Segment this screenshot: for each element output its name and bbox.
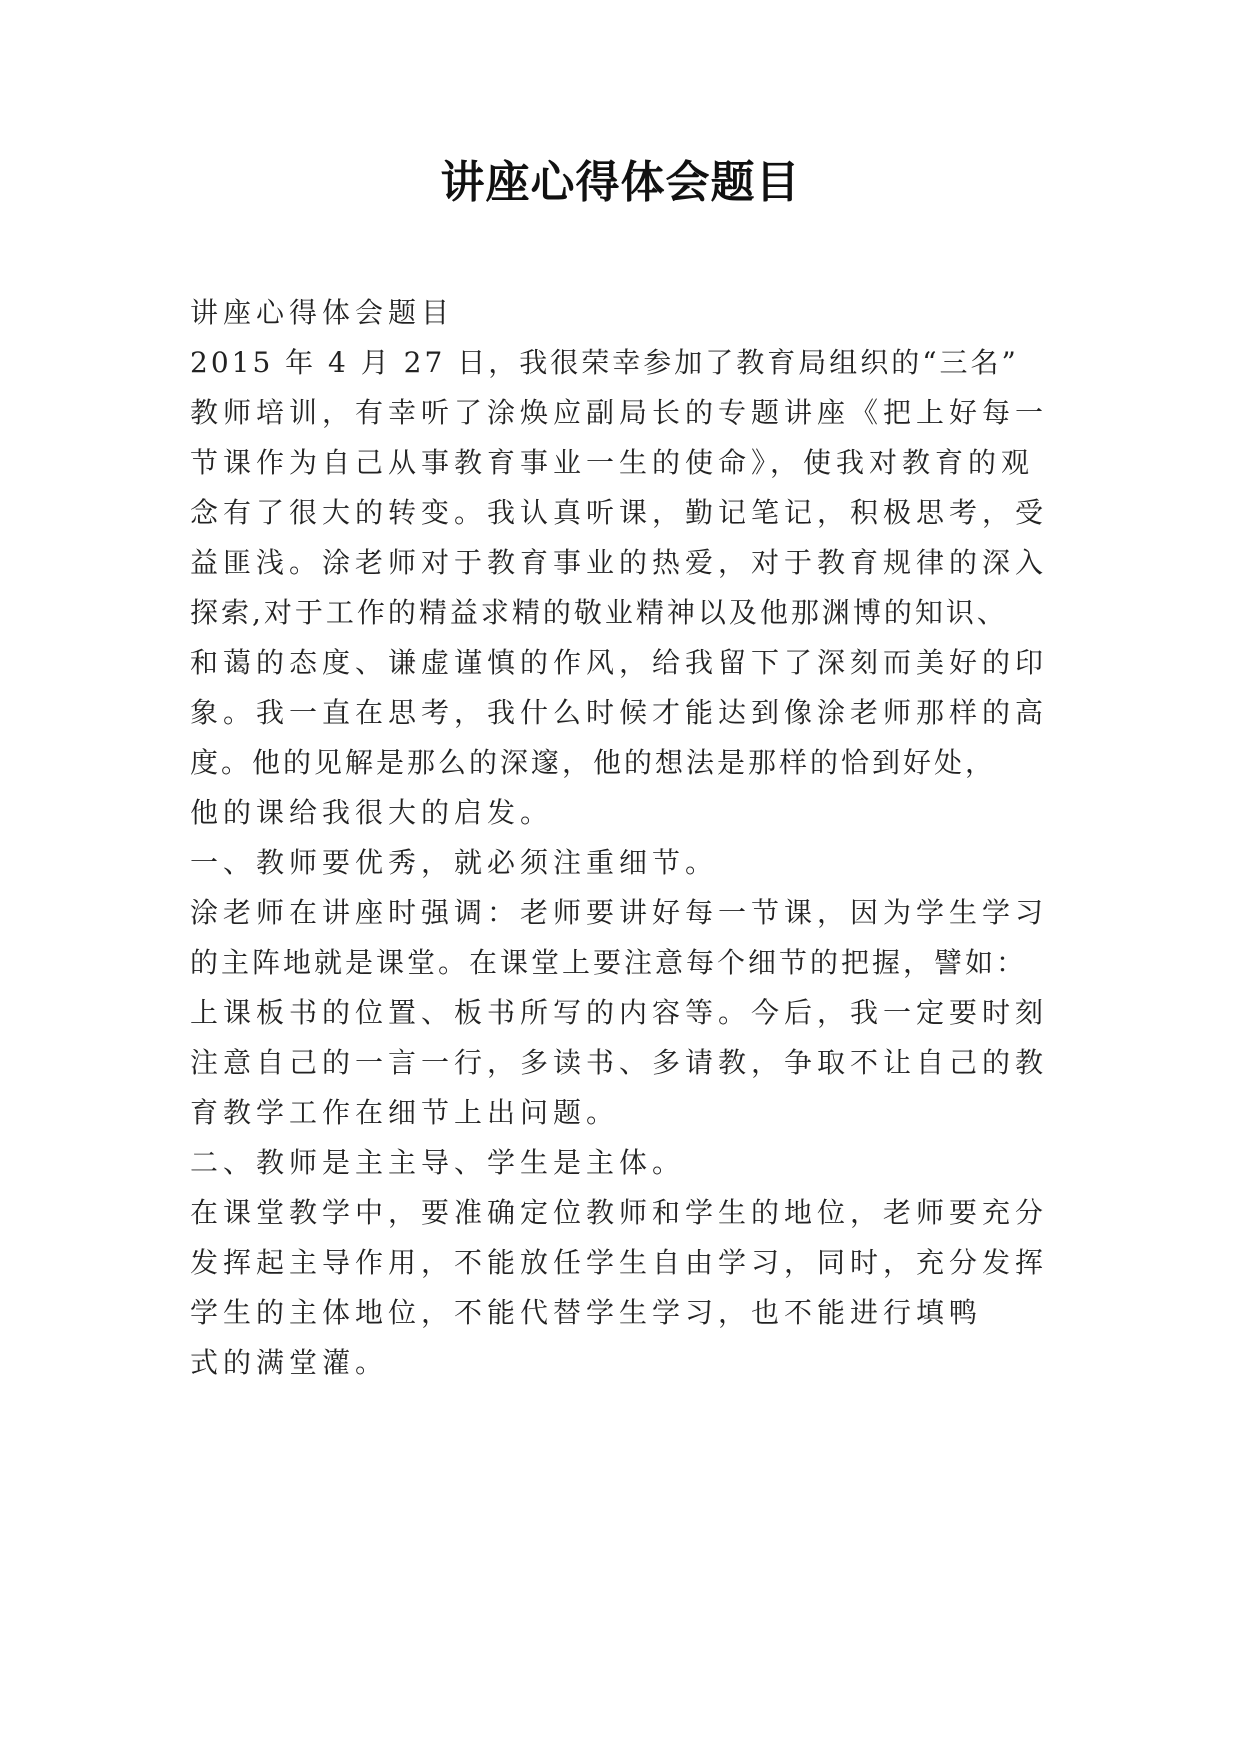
body-line: 探索,对于工作的精益求精的敬业精神以及他那渊博的知识、 xyxy=(190,596,1008,629)
body-line: 涂老师在讲座时强调：老师要讲好每一节课，因为学生学习 xyxy=(190,896,1049,929)
body-line: 育教学工作在细节上出问题。 xyxy=(190,1096,620,1129)
body-line: 节课作为自己从事教育事业一生的使命》，使我对教育的观 xyxy=(190,446,1035,479)
body-line: 象。我一直在思考，我什么时候才能达到像涂老师那样的高 xyxy=(190,696,1049,729)
body-line: 的主阵地就是课堂。在课堂上要注意每个细节的把握，譬如： xyxy=(190,946,1028,979)
body-line: 教师培训，有幸听了涂焕应副局长的专题讲座《把上好每一 xyxy=(190,396,1049,429)
document-title: 讲座心得体会题目 xyxy=(440,157,801,208)
section-heading: 二、教师是主主导、学生是主体。 xyxy=(190,1146,686,1179)
section-heading: 一、教师要优秀，就必须注重细节。 xyxy=(190,846,719,879)
body-line: 2015 年 4 月 27 日，我很荣幸参加了教育局组织的“三名” xyxy=(190,346,1019,379)
body-line: 上课板书的位置、板书所写的内容等。今后，我一定要时刻 xyxy=(190,996,1049,1029)
body-line: 讲座心得体会题目 xyxy=(190,296,455,329)
body-line: 学生的主体地位，不能代替学生学习，也不能进行填鸭 xyxy=(190,1296,983,1329)
document-body xyxy=(190,288,1065,1388)
body-line: 在课堂教学中，要准确定位教师和学生的地位，老师要充分 xyxy=(190,1196,1049,1229)
body-line: 念有了很大的转变。我认真听课，勤记笔记，积极思考，受 xyxy=(190,496,1049,529)
body-line: 注意自己的一言一行，多读书、多请教，争取不让自己的教 xyxy=(190,1046,1049,1079)
body-line: 益匪浅。涂老师对于教育事业的热爱，对于教育规律的深入 xyxy=(190,546,1049,579)
body-line: 度。他的见解是那么的深邃，他的想法是那样的恰到好处， xyxy=(190,746,997,779)
body-line: 式的满堂灌。 xyxy=(190,1346,389,1379)
body-line: 他的课给我很大的启发。 xyxy=(190,796,554,829)
body-line: 和蔼的态度、谦虚谨慎的作风，给我留下了深刻而美好的印 xyxy=(190,646,1049,679)
body-line: 发挥起主导作用，不能放任学生自由学习，同时，充分发挥 xyxy=(190,1246,1049,1279)
